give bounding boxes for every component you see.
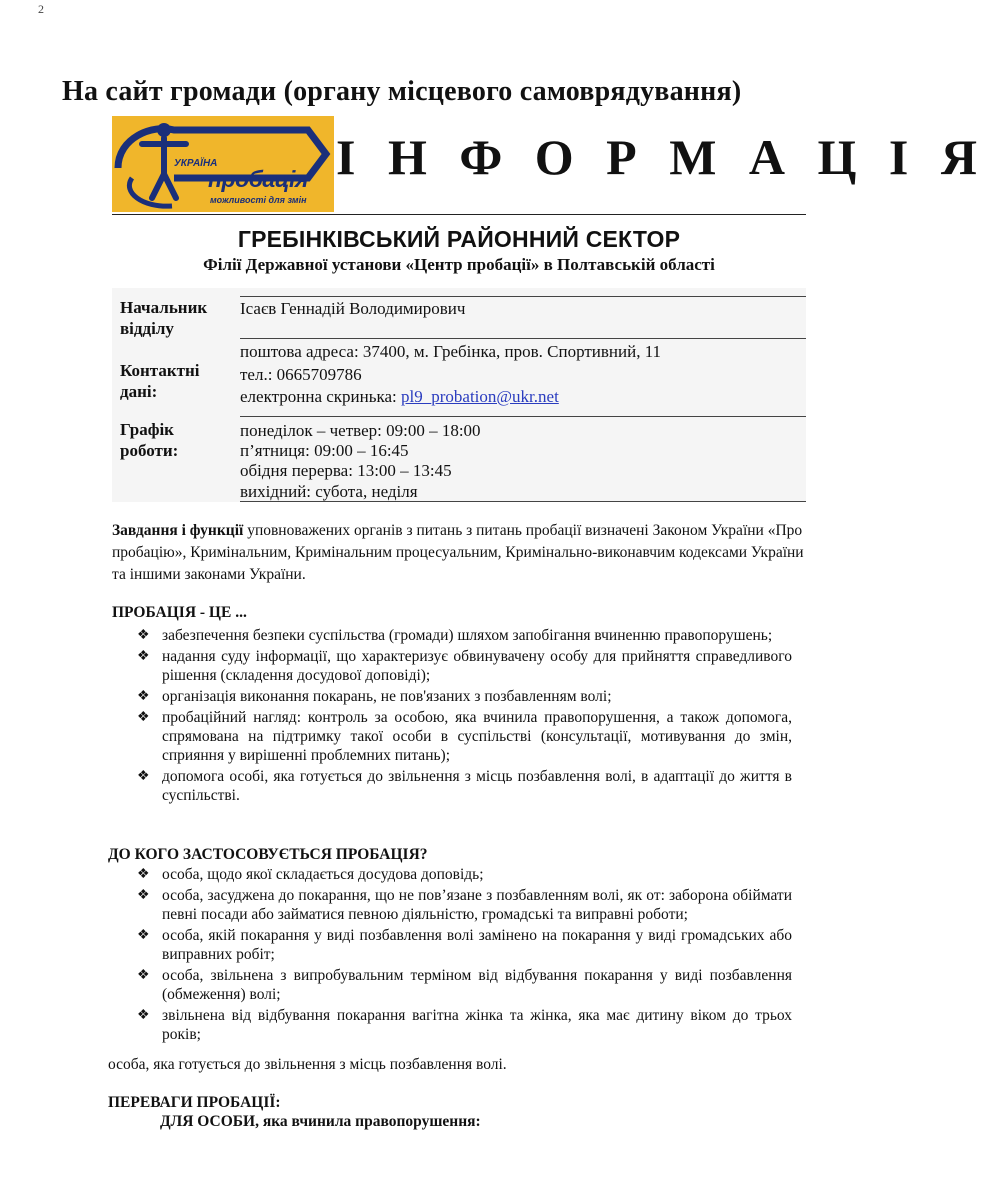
- contacts-label: Контактні дані:: [120, 361, 200, 401]
- table-rule: [240, 338, 806, 339]
- table-rule: [240, 501, 806, 502]
- phone-number: тел.: 0665709786: [240, 365, 362, 384]
- bullet-icon: ❖: [137, 710, 150, 725]
- organization-subtitle: Філії Державної установи «Центр пробації» в Полтавській області: [203, 255, 715, 274]
- bullet-icon: ❖: [137, 867, 150, 882]
- advantages-title: ПЕРЕВАГИ ПРОБАЦІЇ:: [108, 1094, 281, 1111]
- bullet-icon: ❖: [137, 689, 150, 704]
- logo-main-text: пробація: [208, 166, 308, 192]
- probation-is-title: ПРОБАЦІЯ - ЦЕ ...: [112, 604, 247, 621]
- head-name: Ісаєв Геннадій Володимирович: [240, 299, 466, 318]
- tasks-text: уповноважених органів з питань з питань пробації визначені Законом України «Про пробацію», Кримінальним, Кримінальним процесуальним, Кримінально-виконавчим кодексами України та іншими законами України.: [112, 522, 804, 583]
- schedule-line: вихідний: субота, неділя: [240, 482, 418, 501]
- bullet-icon: ❖: [137, 928, 150, 943]
- information-title: І Н Ф О Р М А Ц І Я: [336, 129, 987, 185]
- email-line: [240, 387, 559, 406]
- logo-tagline: можливості для змін: [210, 195, 307, 205]
- schedule-line: обідня перерва: 13:00 – 13:45: [240, 461, 452, 480]
- probation-logo: [112, 116, 334, 212]
- schedule-label: Графік роботи:: [120, 420, 179, 460]
- bullet-icon: ❖: [137, 769, 150, 784]
- list-item: ❖ організація виконання покарань, не пов'язаних з позбавленням волі;: [137, 688, 612, 705]
- table-rule: [240, 296, 806, 297]
- bullet-icon: ❖: [137, 649, 150, 664]
- head-label: Начальник відділу: [120, 298, 208, 338]
- applies-to-trailing: особа, яка готується до звільнення з місць позбавлення волі.: [108, 1056, 507, 1073]
- organization-name: ГРЕБІНКІВСЬКИЙ РАЙОННИЙ СЕКТОР: [237, 226, 681, 252]
- list-item: ❖ пробаційний нагляд: контроль за особою, яка вчинила правопорушення, а також допомога, спрямована на підтримку такої особи в суспільстві (консультації, мотивування до змін, сприяння у вирішенні проблемних питань);: [137, 709, 792, 764]
- schedule-line: понеділок – четвер: 09:00 – 18:00: [240, 421, 481, 440]
- bullet-icon: ❖: [137, 888, 150, 903]
- list-item: ❖ особа, щодо якої складається досудова доповідь;: [137, 866, 484, 883]
- list-item: ❖ особа, засуджена до покарання, що не пов’язане з позбавленням волі, як от: заборона обіймати певні посади або займатися певною діяльністю, громадські та виправні роботи;: [137, 887, 792, 923]
- applies-to-list: [137, 865, 792, 1046]
- page-mark: 2: [38, 2, 44, 16]
- list-item: ❖ допомога особі, яка готується до звільнення з місць позбавлення волі, в адаптації до життя в суспільстві.: [137, 768, 792, 804]
- email-label: електронна скринька:: [240, 387, 402, 406]
- tasks-paragraph: [112, 520, 806, 586]
- contact-info-table: [112, 288, 806, 502]
- tasks-lead: Завдання і функції: [112, 522, 244, 539]
- bullet-icon: ❖: [137, 968, 150, 983]
- bullet-icon: ❖: [137, 1008, 150, 1023]
- list-item: ❖ звільнена від відбування покарання вагітна жінка та жінка, яка має дитину віком до трьох років;: [137, 1007, 792, 1043]
- list-item: ❖ надання суду інформації, що характеризує обвинувачену особу для прийняття справедливого рішення (складення досудової доповіді);: [137, 648, 792, 684]
- table-rule: [240, 416, 806, 417]
- postal-address: поштова адреса: 37400, м. Гребінка, пров. Спортивний, 11: [240, 342, 662, 361]
- bullet-icon: ❖: [137, 628, 150, 643]
- list-item: ❖ особа, якій покарання у виді позбавлення волі замінено на покарання у виді громадських або виправних робіт;: [137, 927, 792, 963]
- email-link[interactable]: pl9_probation@ukr.net: [401, 387, 559, 406]
- list-item: ❖ забезпечення безпеки суспільства (громади) шляхом запобігання вчиненню правопорушень;: [137, 627, 773, 644]
- advantages-subtitle: ДЛЯ ОСОБИ, яка вчинила правопорушення:: [160, 1113, 481, 1130]
- logo-country-text: УКРАЇНА: [174, 158, 218, 169]
- top-heading: На сайт громади (органу місцевого самоврядування): [62, 76, 742, 107]
- schedule-line: п’ятниця: 09:00 – 16:45: [240, 441, 409, 460]
- probation-is-list: [137, 626, 792, 807]
- header-rule: [112, 214, 806, 215]
- list-item: ❖ особа, звільнена з випробувальним терміном від відбування покарання у виді позбавлення (обмеження) волі;: [137, 967, 792, 1003]
- applies-to-title: ДО КОГО ЗАСТОСОВУЄТЬСЯ ПРОБАЦІЯ?: [108, 846, 428, 863]
